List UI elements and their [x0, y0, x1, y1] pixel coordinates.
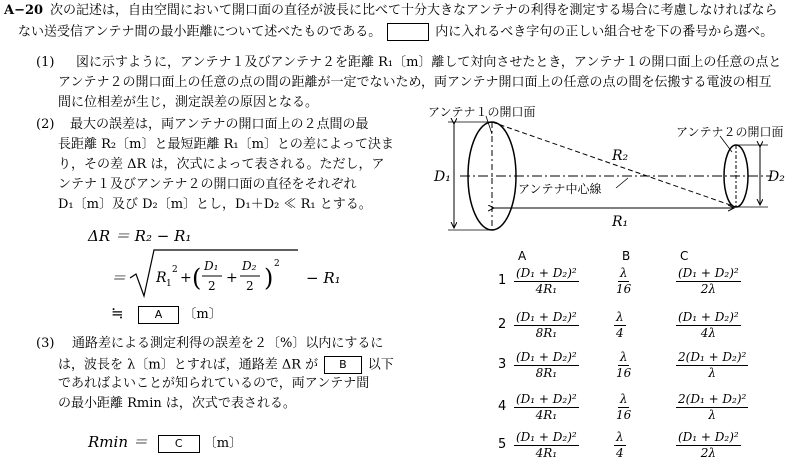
fraction-denominator: 8R₁ — [535, 326, 558, 340]
fraction — [676, 266, 741, 297]
term-r1-sup: 2 — [172, 265, 178, 275]
fraction — [676, 430, 741, 461]
fraction-numerator: λ — [616, 430, 624, 444]
choice-row-number — [498, 350, 506, 380]
intro-line-2 — [18, 23, 773, 41]
lparen: ( — [192, 264, 202, 292]
fraction-denominator: 2λ — [700, 282, 716, 296]
frac2-num: D₂ — [242, 259, 257, 273]
choice-a — [514, 350, 579, 381]
choice-a — [514, 392, 579, 423]
choice-number: 4 — [498, 399, 507, 414]
choice-b — [614, 266, 633, 297]
fraction-denominator: 4 — [616, 446, 624, 460]
choice-row-number — [498, 392, 506, 422]
choice-c — [676, 350, 748, 381]
axis-pointer — [616, 178, 628, 188]
equation-rmin — [88, 434, 242, 453]
antenna-figure — [420, 100, 798, 240]
fraction-numerator: 2(D₁ + D₂)² — [678, 350, 747, 364]
fraction-numerator: (D₁ + D₂)² — [516, 350, 577, 364]
rparen: ) — [264, 264, 274, 292]
fraction-numerator: (D₁ + D₂)² — [678, 310, 739, 324]
fraction-denominator: 8R₁ — [535, 366, 558, 380]
unit-m: 〔m〕 — [183, 307, 222, 322]
fraction-denominator: 16 — [616, 282, 632, 296]
antenna1-label: アンテナ１の開口面 — [428, 105, 536, 119]
fraction — [676, 392, 748, 423]
item3-line-1: 通路差による測定利得の誤差を２〔%〕以内にするに — [72, 336, 384, 351]
fraction-numerator: λ — [619, 350, 628, 364]
choice-a — [514, 310, 579, 341]
frac1-den: 2 — [208, 279, 216, 293]
center-line-label: アンテナ中心線 — [518, 182, 602, 196]
paren-sup: 2 — [274, 259, 280, 269]
fraction-numerator: (D₁ + D₂)² — [516, 310, 577, 324]
item1-line-3: 間に位相差が生じ，測定誤差の原因となる。 — [58, 95, 319, 110]
fraction-denominator: 4λ — [700, 326, 716, 340]
fraction — [514, 430, 579, 461]
d2-label: D₂ — [768, 169, 785, 185]
item2-line-1: 最大の誤差は，両アンテナの開口面上の２点間の最 — [70, 117, 369, 132]
equation-tail: − R₁ — [306, 269, 341, 287]
choice-c — [676, 430, 741, 461]
col-header-b: B — [622, 249, 631, 263]
fraction-denominator: 16 — [616, 366, 632, 380]
item2-line-5: D₁〔m〕及び D₂〔m〕とし，D₁＋D₂ ≪ R₁ とする。 — [58, 197, 372, 212]
fraction-numerator: 2(D₁ + D₂)² — [678, 392, 747, 406]
choice-row-number — [498, 310, 506, 340]
choice-b — [614, 310, 626, 341]
fraction — [514, 310, 579, 341]
d1-label: D₁ — [434, 169, 451, 185]
term-r1-sub: 1 — [166, 279, 172, 289]
fraction — [614, 266, 633, 297]
r2-label: R₂ — [612, 148, 629, 164]
r1-label: R₁ — [612, 214, 629, 230]
choice-b — [614, 350, 633, 381]
choice-row-number — [498, 266, 506, 296]
item2-line-3: り，その差 ΔR は，次式によって表される。ただし，ア — [58, 157, 385, 172]
frac2-den: 2 — [246, 279, 254, 293]
fraction-numerator: λ — [619, 266, 628, 280]
fraction-numerator: (D₁ + D₂)² — [678, 430, 739, 444]
fraction-denominator: 4R₁ — [535, 446, 558, 460]
fraction — [514, 350, 579, 381]
approx-sign: ≒ — [111, 304, 124, 322]
blank-box — [387, 23, 429, 41]
plus-sign-2: + — [226, 270, 238, 286]
box-b: B — [324, 356, 362, 374]
item1-label: (1) — [36, 55, 55, 70]
choice-a — [514, 266, 579, 297]
item3-line-2b: 以下 — [367, 357, 394, 373]
item3-line-2 — [58, 356, 394, 374]
rmin-lhs: Rmin ＝ — [88, 433, 148, 451]
item1-line-1: 図に示すように，アンテナ１及びアンテナ２を距離 R₁〔m〕離して対向させたとき，アンテナ１の開口面上の任意の点と — [76, 55, 782, 70]
choice-a — [514, 430, 579, 461]
item3-line-2a: は，波長を λ〔m〕とすれば，通路差 ΔR が — [58, 357, 319, 373]
col-header-c: C — [680, 249, 689, 263]
fraction — [614, 310, 626, 341]
fraction-denominator: λ — [708, 366, 716, 380]
rmin-unit: 〔m〕 — [203, 436, 243, 451]
choice-c — [676, 266, 741, 297]
equation-delta-r: ΔR ＝ R₂ − R₁ — [88, 227, 192, 245]
item2-line-4: ンテナ１及びアンテナ２の開口面の直径をそれぞれ — [58, 177, 357, 192]
fraction — [614, 392, 633, 423]
fraction-numerator: (D₁ + D₂)² — [516, 430, 577, 444]
antenna2-label: アンテナ２の開口面 — [676, 125, 784, 139]
fraction-numerator: λ — [616, 310, 624, 324]
equation-approx-line — [111, 305, 222, 324]
plus-sign: + — [180, 270, 192, 286]
intro-line-1: 次の記述は，自由空間において開口面の直径が波長に比べて十分大きなアンテナの利得を測定する場合に考慮しなければなら — [50, 3, 778, 18]
fraction-numerator: (D₁ + D₂)² — [678, 266, 739, 280]
choice-number: 1 — [498, 273, 507, 288]
col-header-a: A — [518, 249, 527, 263]
fraction — [676, 350, 748, 381]
item2-label: (2) — [36, 117, 55, 132]
box-c: C — [158, 435, 200, 453]
fraction — [614, 350, 633, 381]
item3-label: (3) — [36, 336, 55, 351]
fraction-denominator: 4 — [616, 326, 624, 340]
frac1-num: D₁ — [204, 259, 219, 273]
choice-c — [676, 392, 748, 423]
fraction — [676, 310, 741, 341]
term-r1: R — [156, 270, 167, 286]
fraction-numerator: (D₁ + D₂)² — [516, 392, 577, 406]
problem-number: A−20 — [4, 3, 44, 18]
item1-line-2: アンテナ２の開口面上の任意の点の間の距離が一定でないため，両アンテナ開口面上の任意の点の間を伝搬する電波の相互 — [58, 75, 772, 90]
fraction-denominator: 4R₁ — [535, 282, 558, 296]
intro-line-2b: 内に入れるべき字句の正しい組合せを下の番号から選べ。 — [435, 24, 774, 40]
choice-b — [614, 392, 633, 423]
item3-line-4: の最小距離 Rmin は，次式で表される。 — [58, 396, 296, 411]
item2-line-2: 長距離 R₂〔m〕と最短距離 R₁〔m〕との差によって決ま — [58, 137, 394, 152]
fraction-numerator: (D₁ + D₂)² — [516, 266, 577, 280]
fraction-denominator: 4R₁ — [535, 408, 558, 422]
choice-b — [614, 430, 626, 461]
choice-number: 5 — [498, 437, 507, 452]
sqrt-expression — [128, 248, 304, 300]
choice-number: 3 — [498, 357, 507, 372]
equation-equals: ＝ — [111, 269, 127, 287]
choice-number: 2 — [498, 317, 507, 332]
choice-c — [676, 310, 741, 341]
fraction-numerator: λ — [619, 392, 628, 406]
fraction-denominator: λ — [708, 408, 716, 422]
box-a: A — [138, 306, 180, 324]
fraction-denominator: 2λ — [700, 446, 716, 460]
choice-row-number — [498, 430, 506, 460]
fraction — [514, 392, 579, 423]
fraction — [514, 266, 579, 297]
intro-line-2a: ない送受信アンテナ間の最小距離について述べたものである。 — [18, 24, 382, 40]
fraction-denominator: 16 — [616, 408, 632, 422]
fraction — [614, 430, 626, 461]
item3-line-3: であればよいことが知られているので，両アンテナ間 — [58, 376, 370, 391]
